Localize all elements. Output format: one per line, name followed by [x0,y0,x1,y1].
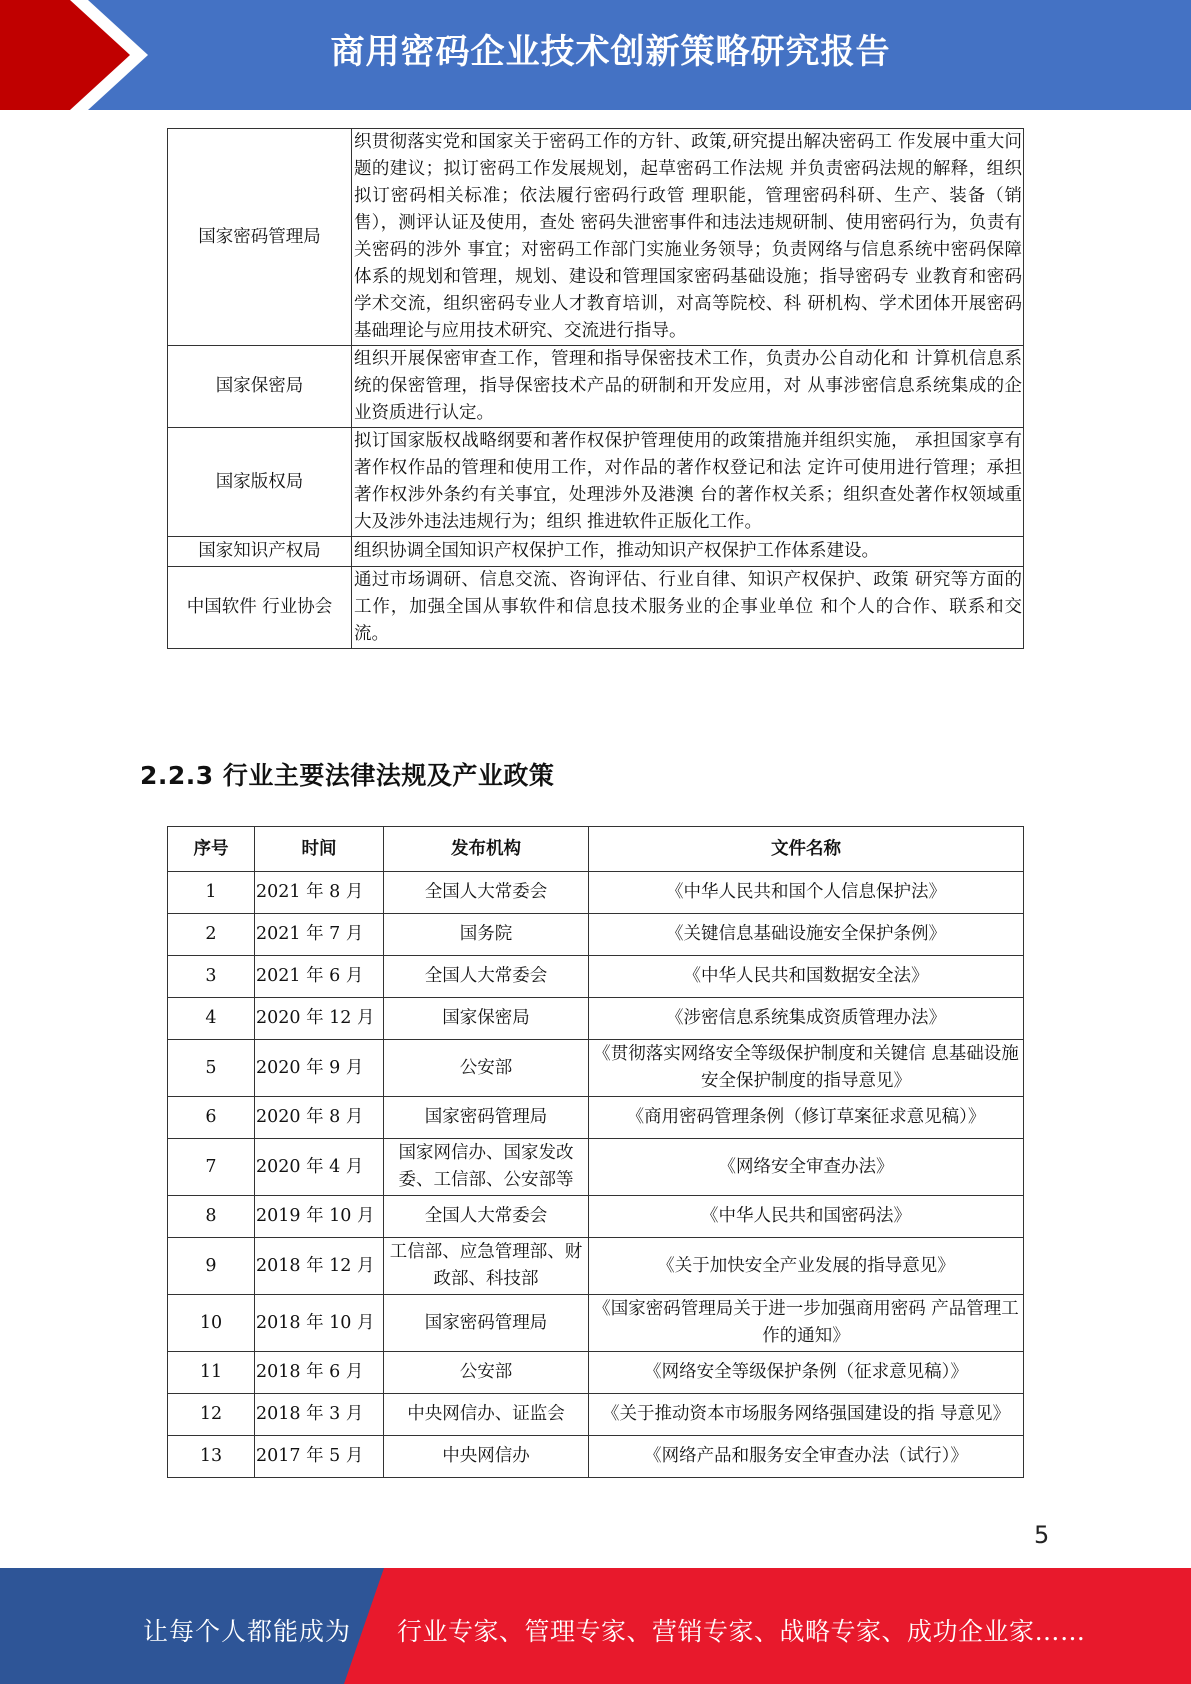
law-issuer: 国家密码管理局 [384,1295,589,1352]
footer-slogan-right: 行业专家、管理专家、营销专家、战略专家、成功企业家…… [397,1617,1086,1646]
section-heading: 2.2.3 行业主要法律法规及产业政策 [140,761,555,790]
org-row [168,346,1024,428]
law-issuer: 全国人大常委会 [384,956,589,998]
law-issuer: 公安部 [384,1352,589,1394]
law-document-name: 《中华人民共和国数据安全法》 [589,956,1024,998]
law-issuer: 国家网信办、国家发改委、工信部、公安部等 [384,1139,589,1196]
law-no: 9 [168,1238,255,1295]
law-time: 2017 年 5 月 [255,1436,384,1478]
law-document-name: 《网络安全审查办法》 [589,1139,1024,1196]
org-description: 织贯彻落实党和国家关于密码工作的方针、政策,研究提出解决密码工 作发展中重大问题的建议；拟订密码工作发展规划，起草密码工作法规 并负责密码法规的解释，组织拟订密码相关标准；依法履行密码行政管 理职能，管理密码科研、生产、装备（销售），测评认证及使用，查处 密码失泄密事件和违法违规研制、使用密码行为，负责有关密码的涉外 事宜；对密码工作部门实施业务领导；负责网络与信息系统中密码保障 体系的规划和管理，规划、建设和管理国家密码基础设施；指导密码专 业教育和密码学术交流，组织密码专业人才教育培训，对高等院校、科 研机构、学术团体开展密码基础理论与应用技术研究、交流进行指导。 [352,129,1024,346]
law-document-name: 《关键信息基础设施安全保护条例》 [589,914,1024,956]
law-issuer: 国家密码管理局 [384,1097,589,1139]
law-row [168,1352,1024,1394]
law-no: 10 [168,1295,255,1352]
law-row [168,1040,1024,1097]
law-issuer: 全国人大常委会 [384,1196,589,1238]
law-document-name: 《商用密码管理条例（修订草案征求意见稿）》 [589,1097,1024,1139]
law-document-name: 《网络产品和服务安全审查办法（试行）》 [589,1436,1024,1478]
law-no: 13 [168,1436,255,1478]
org-name: 国家保密局 [168,346,352,428]
law-issuer: 公安部 [384,1040,589,1097]
law-time: 2020 年 4 月 [255,1139,384,1196]
org-table [167,128,1024,649]
law-no: 3 [168,956,255,998]
law-time: 2020 年 9 月 [255,1040,384,1097]
law-time: 2021 年 7 月 [255,914,384,956]
org-row [168,129,1024,346]
law-row [168,998,1024,1040]
page-header [0,0,1191,110]
law-issuer: 工信部、应急管理部、财政部、科技部 [384,1238,589,1295]
header-org: 发布机构 [384,827,589,872]
law-no: 2 [168,914,255,956]
law-row [168,1139,1024,1196]
org-row [168,567,1024,649]
law-time: 2018 年 10 月 [255,1295,384,1352]
law-time: 2021 年 8 月 [255,872,384,914]
org-name: 国家版权局 [168,428,352,537]
org-name: 国家知识产权局 [168,537,352,567]
law-issuer: 全国人大常委会 [384,872,589,914]
law-row [168,914,1024,956]
law-table [167,826,1024,1478]
law-document-name: 《涉密信息系统集成资质管理办法》 [589,998,1024,1040]
law-row [168,872,1024,914]
org-name: 国家密码管理局 [168,129,352,346]
law-issuer: 中央网信办、证监会 [384,1394,589,1436]
law-issuer: 中央网信办 [384,1436,589,1478]
law-row [168,1295,1024,1352]
law-no: 12 [168,1394,255,1436]
law-no: 4 [168,998,255,1040]
law-time: 2019 年 10 月 [255,1196,384,1238]
org-description: 组织协调全国知识产权保护工作，推动知识产权保护工作体系建设。 [352,537,1024,567]
page-number: 5 [1034,1521,1050,1549]
org-description: 通过市场调研、信息交流、咨询评估、行业自律、知识产权保护、政策 研究等方面的工作，加强全国从事软件和信息技术服务业的企事业单位 和个人的合作、联系和交流。 [352,567,1024,649]
org-row [168,428,1024,537]
law-no: 7 [168,1139,255,1196]
law-document-name: 《关于加快安全产业发展的指导意见》 [589,1238,1024,1295]
law-time: 2018 年 6 月 [255,1352,384,1394]
law-document-name: 《关于推动资本市场服务网络强国建设的指 导意见》 [589,1394,1024,1436]
law-no: 8 [168,1196,255,1238]
law-time: 2020 年 8 月 [255,1097,384,1139]
header-doc: 文件名称 [589,827,1024,872]
law-table-header-row [168,827,1024,872]
footer-slogan-left: 让每个人都能成为 [143,1617,352,1646]
law-time: 2018 年 3 月 [255,1394,384,1436]
law-issuer: 国家保密局 [384,998,589,1040]
law-document-name: 《国家密码管理局关于进一步加强商用密码 产品管理工作的通知》 [589,1295,1024,1352]
law-row [168,1196,1024,1238]
org-description: 组织开展保密审查工作，管理和指导保密技术工作，负责办公自动化和 计算机信息系统的保密管理，指导保密技术产品的研制和开发应用，对 从事涉密信息系统集成的企业资质进行认定。 [352,346,1024,428]
law-row [168,1097,1024,1139]
law-no: 5 [168,1040,255,1097]
law-time: 2020 年 12 月 [255,998,384,1040]
law-time: 2018 年 12 月 [255,1238,384,1295]
law-row [168,1394,1024,1436]
header-no: 序号 [168,827,255,872]
org-name: 中国软件 行业协会 [168,567,352,649]
org-row [168,537,1024,567]
law-row [168,1238,1024,1295]
law-document-name: 《贯彻落实网络安全等级保护制度和关键信 息基础设施安全保护制度的指导意见》 [589,1040,1024,1097]
law-document-name: 《中华人民共和国密码法》 [589,1196,1024,1238]
law-time: 2021 年 6 月 [255,956,384,998]
law-document-name: 《中华人民共和国个人信息保护法》 [589,872,1024,914]
header-time: 时间 [255,827,384,872]
law-no: 1 [168,872,255,914]
law-row [168,1436,1024,1478]
law-document-name: 《网络安全等级保护条例（征求意见稿）》 [589,1352,1024,1394]
report-title: 商用密码企业技术创新策略研究报告 [330,32,891,72]
law-no: 6 [168,1097,255,1139]
org-description: 拟订国家版权战略纲要和著作权保护管理使用的政策措施并组织实施， 承担国家享有著作权作品的管理和使用工作，对作品的著作权登记和法 定许可使用进行管理；承担著作权涉外条约有关事宜，处理涉外及港澳 台的著作权关系；组织查处著作权领域重大及涉外违法违规行为；组织 推进软件正版化工作。 [352,428,1024,537]
law-issuer: 国务院 [384,914,589,956]
law-no: 11 [168,1352,255,1394]
law-row [168,956,1024,998]
